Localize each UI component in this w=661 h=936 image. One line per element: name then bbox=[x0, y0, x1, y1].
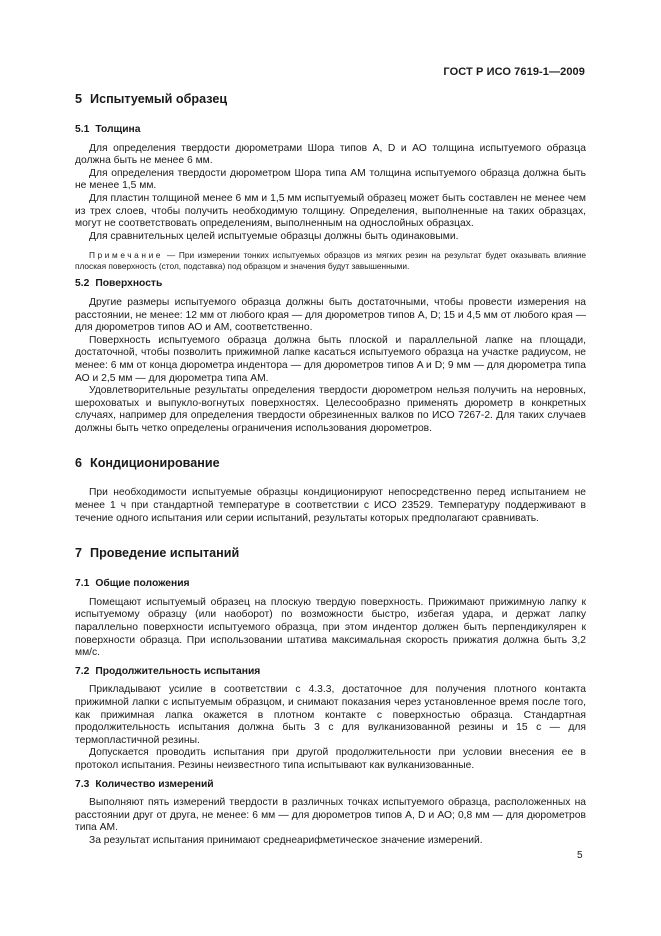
section-5-heading: 5 Испытуемый образец bbox=[75, 92, 228, 106]
section-7-1-heading: 7.1 Общие положения bbox=[75, 578, 190, 590]
section-7-2-heading: 7.2 Продолжительность испытания bbox=[75, 665, 261, 677]
paragraph: Поверхность испытуемого образца должна быть плоской и параллельной лапке на площади, достаточной, чтобы позволить прижимной лапке касаться испытуемого образца на участке радиусом, не менее: 6 мм от конца дюрометра индентора — для дюрометров типов A и D; 9 мм — для дюрометра типа АО и 2,5 мм — для дюрометра типа АМ. bbox=[75, 334, 586, 384]
paragraph: Для определения твердости дюрометрами Шора типов A, D и АО толщина испытуемого образца должна быть не менее 6 мм. bbox=[75, 142, 586, 167]
section-5-2-heading: 5.2 Поверхность bbox=[75, 278, 163, 290]
paragraph: Прикладывают усилие в соответствии с 4.3.3, достаточное для получения плотного контакта прижимной лапки с испытуемым образцом, и снимают показания через установленное время после того, как прижимная лапка окажется в плотном контакте с поверхностью образца. Стандартная продолжительность испытания должна быть 3 с для вулканизованной резины и 15 с — для термопластичной резины. bbox=[75, 684, 586, 746]
paragraph: Для пластин толщиной менее 6 мм и 1,5 мм испытуемый образец может быть составлен не менее чем из трех слоев, чтобы получить необходимую толщину. Определения, выполненные на таких образцах, могут не соответствовать определениям, выполненным на однослойных образцах. bbox=[75, 192, 586, 230]
section-5-1-heading: 5.1 Толщина bbox=[75, 124, 141, 135]
paragraph: Выполняют пять измерений твердости в различных точках испытуемого образца, расположенных на расстоянии друг от друга, не менее: 6 мм — для дюрометров типов A, D и АО; 0,8 мм — для дюрометров типа АМ. bbox=[75, 797, 586, 834]
note-text: — При измерении тонких испытуемых образцов из мягких резин на результат будет оказывать влияние плоская поверхность (стол, подставка) под образцом и значения будут завышенными. bbox=[75, 250, 586, 272]
paragraph: Допускается проводить испытания при другой продолжительности при условии внесения ее в протокол испытания. Резины неизвестного типа испытывают как вулканизованные. bbox=[75, 747, 586, 771]
standard-header: ГОСТ Р ИСО 7619-1—2009 bbox=[443, 66, 585, 78]
paragraph: При необходимости испытуемые образцы кондиционируют непосредственно перед испытанием не менее 1 ч при стандартной температуре в соответствии с ИСО 23529. Температуру поддерживают в течение одного испытания или серии испытаний, результаты которых предполагают сравнивать. bbox=[75, 487, 586, 524]
note bbox=[75, 250, 586, 272]
paragraph: Для сравнительных целей испытуемые образцы должны быть одинаковыми. bbox=[89, 230, 459, 242]
paragraph: За результат испытания принимают среднеарифметическое значение измерений. bbox=[89, 834, 483, 846]
page-content bbox=[75, 92, 586, 848]
paragraph: Другие размеры испытуемого образца должны быть достаточными, чтобы провести измерения на расстоянии, не менее: 12 мм от любого края — для дюрометров типов A, D; 15 и 4,5 мм от любого края — для дюрометров типов АО и АМ, соответственно. bbox=[75, 296, 586, 334]
note-label: Примечание bbox=[89, 250, 164, 261]
paragraph: Удовлетворительные результаты определения твердости дюрометром нельзя получить на неровных, шероховатых и выпукло-вогнутых поверхностях. Целесообразно применять дюрометр в конкретных случаях, например для определения твердости обрезиненных валков по ИСО 7267-2. Для таких случаев должны быть четко определены ограничения использования дюрометров. bbox=[75, 385, 586, 434]
section-6-heading: 6 Кондиционирование bbox=[75, 456, 220, 471]
page-number: 5 bbox=[577, 850, 583, 861]
section-7-3-heading: 7.3 Количество измерений bbox=[75, 778, 214, 790]
paragraph: Помещают испытуемый образец на плоскую твердую поверхность. Прижимают прижимную лапку к испытуемому образцу (или наоборот) по возможности быстро, избегая удара, и держат лапку параллельно поверхности испытуемого образца, при этом индентор должен быть перпендикулярен к поверхности образца. При использовании штатива максимальная скорость прижатия должна быть 3,2 мм/с. bbox=[75, 596, 586, 659]
section-7-heading: 7 Проведение испытаний bbox=[75, 546, 240, 561]
paragraph: Для определения твердости дюрометром Шора типа АМ толщина испытуемого образца должна быть не менее 1,5 мм. bbox=[75, 167, 586, 192]
